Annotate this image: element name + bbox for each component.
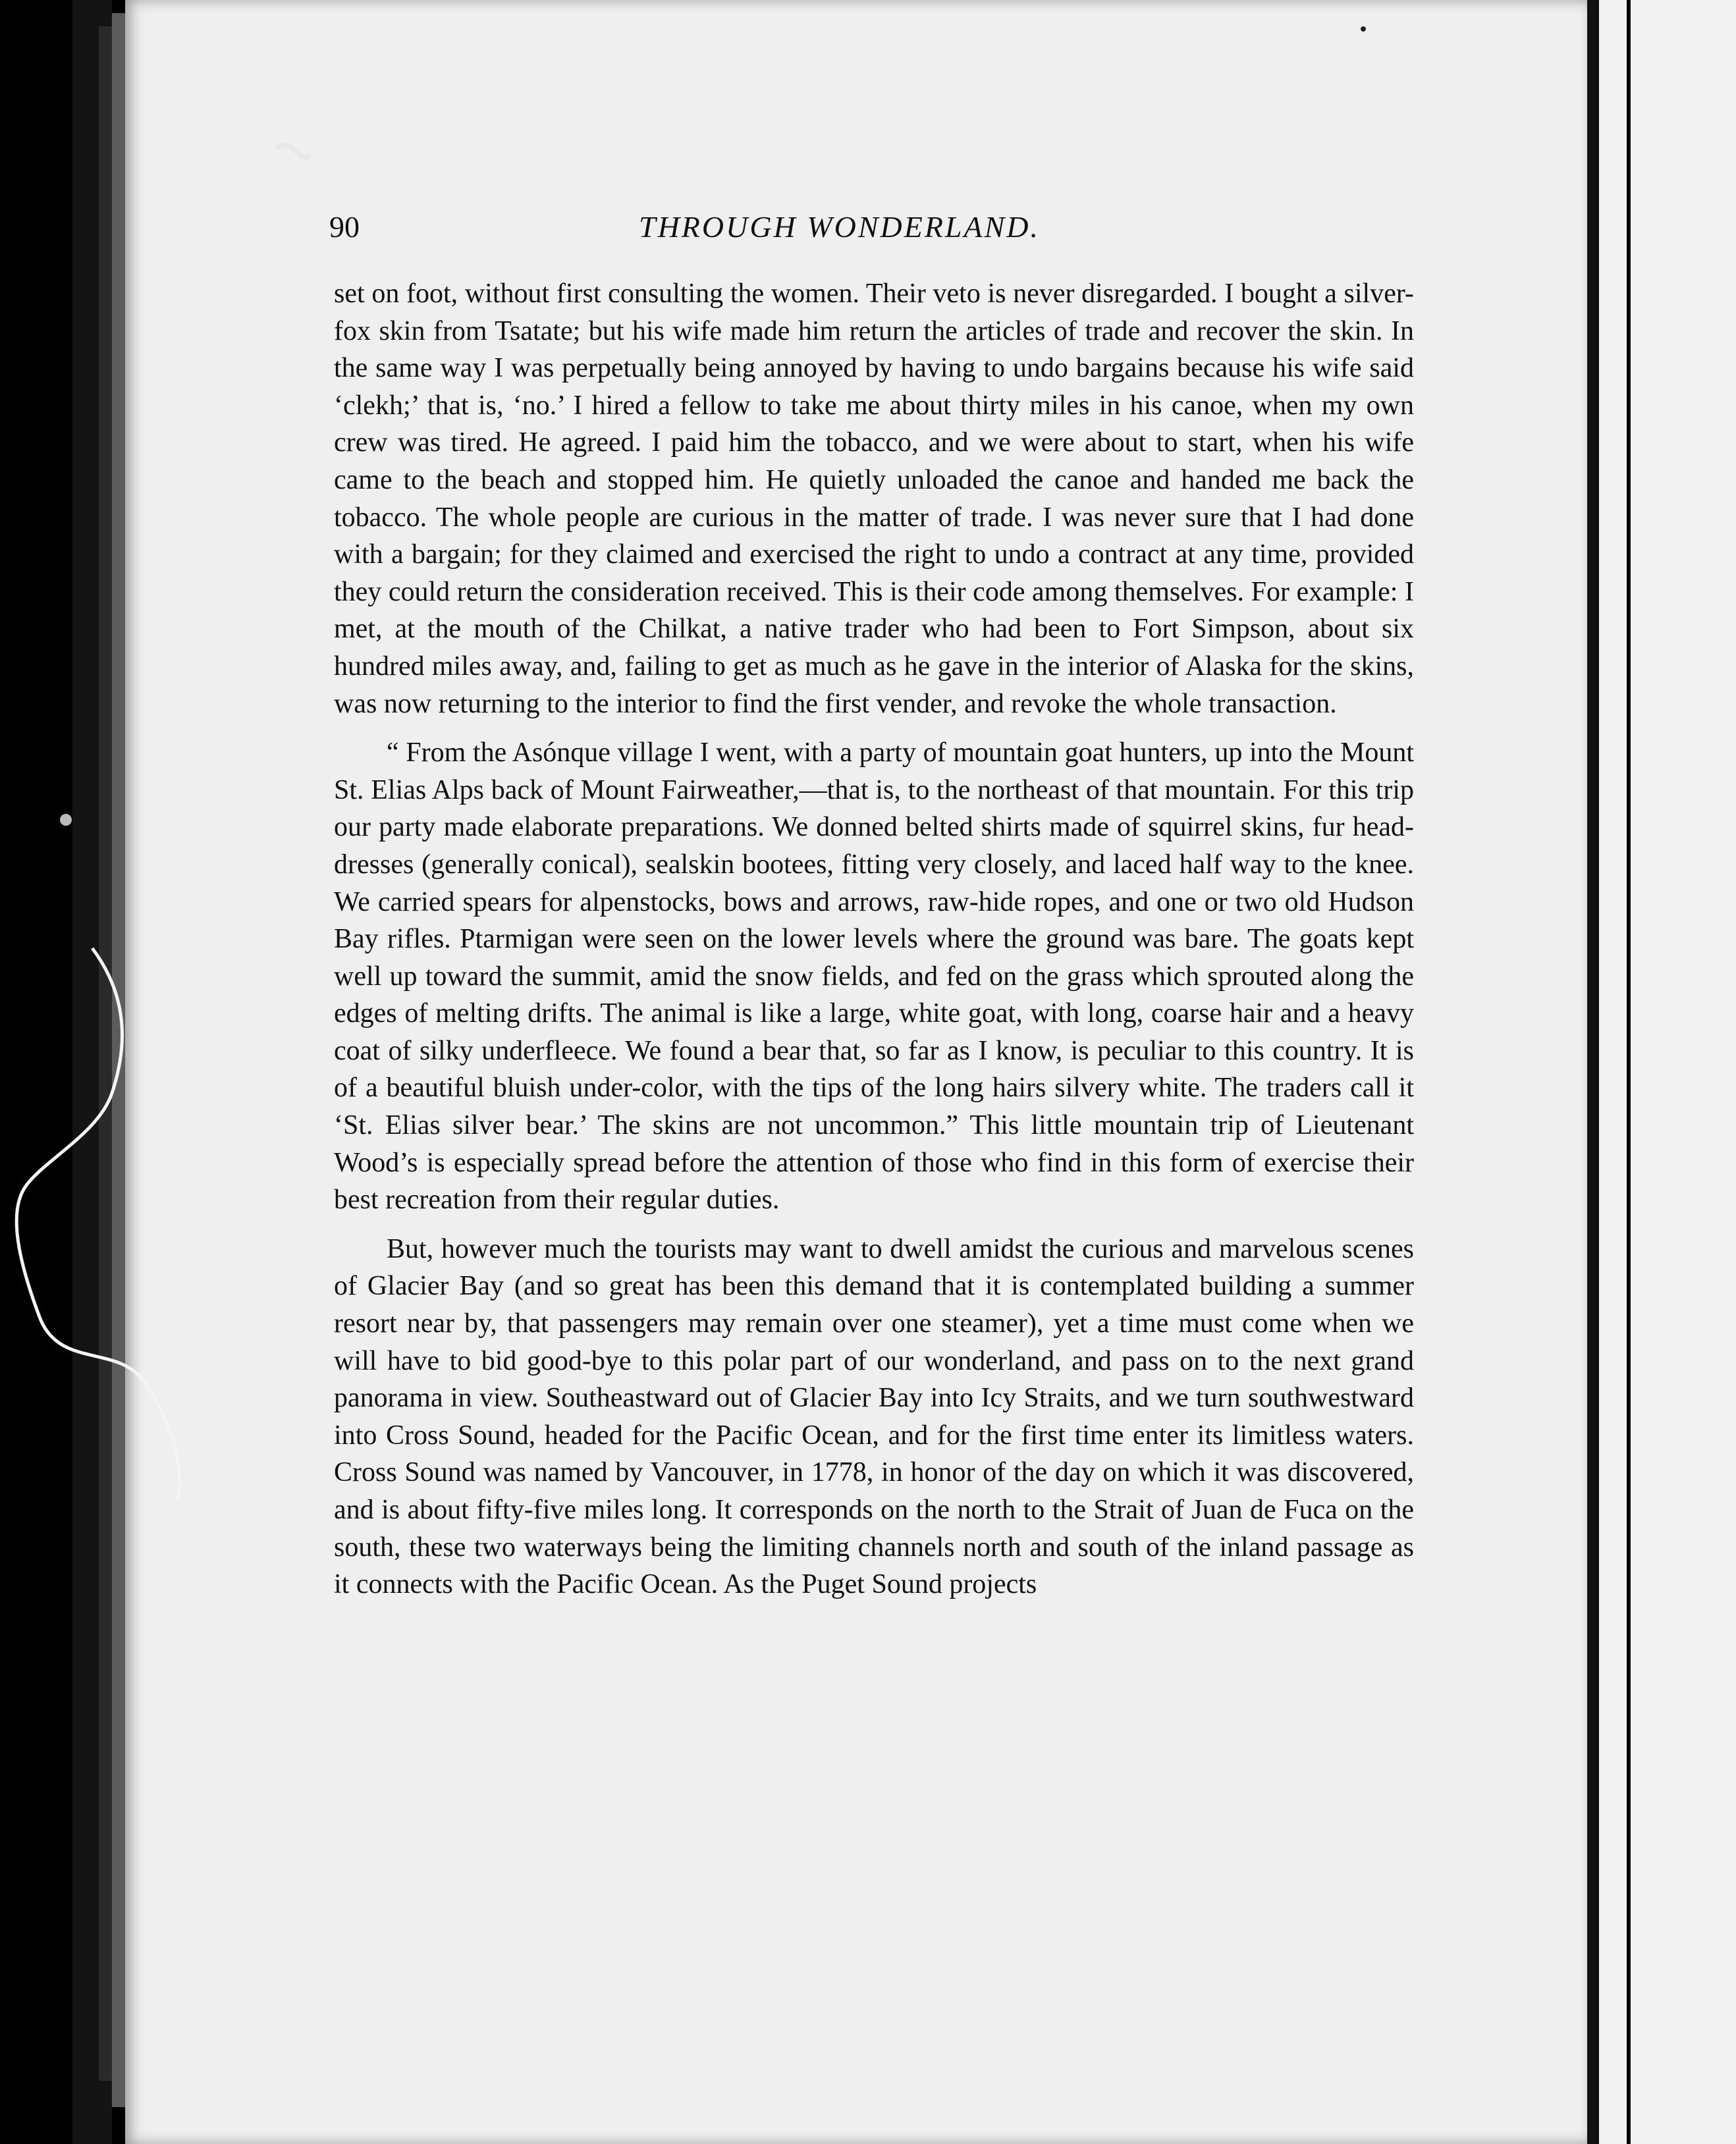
page-number: 90	[329, 210, 360, 244]
page-right-edge	[1587, 0, 1599, 2144]
adjacent-page-strip	[1599, 0, 1736, 2144]
paragraph-cross-sound: But, however much the tourists may want to dwell amidst the curious and marvelous scenes of Glacier Bay (and so great has been this demand that it is contemplated building a summer resort near by, that passengers may remain over one steamer), yet a time must come when we will have to bid good-bye to this polar part of our wonderland, and pass on to the next grand panorama in view. Southeastward out of Glacier Bay into Icy Straits, and we turn southwestward into Cross Sound, headed for the Pacific Ocean, and for the first time enter its limitless waters. Cross Sound was named by Vancouver, in 1778, in honor of the day on which it was discovered, and is about fifty-five miles long. It corresponds on the north to the Strait of Juan de Fuca on the south, these two waterways being the limiting channels north and south of the inland passage as it connects with the Pacific Ocean. As the Puget Sound projects	[334, 1233, 1414, 1600]
scan-dot	[1361, 26, 1366, 32]
adjacent-page-border	[1627, 0, 1631, 2144]
stray-thread-mark	[0, 922, 198, 1514]
paragraph-continued: set on foot, without first consulting the women. Their veto is never disregarded. I bought a silver-fox skin from Tsatate; but his wife made him return the articles of trade and recover the skin. In the same way I was perpetually being annoyed by having to undo bargains because his wife said ‘clekh;’ that is, ‘no.’ I hired a fellow to take me about thirty miles in his canoe, when my own crew was tired. He agreed. I paid him the tobacco, and we were about to start, when his wife came to the beach and stopped him. He quietly unloaded the canoe and handed me back the tobacco. The whole people are curious in the matter of trade. I was never sure that I had done with a bargain; for they claimed and exercised the right to undo a contract at any time, provided they could return the consideration received. This is their code among themselves. For example: I met, at the mouth of the Chilkat, a native trader who had been to Fort Simpson, about six hundred miles away, and, failing to get as much as he gave in the interior of Alaska for the skins, was now returning to the interior to find the first vender, and revoke the whole transaction.	[334, 279, 1414, 719]
scan-speck	[53, 810, 79, 830]
body-text	[334, 275, 1414, 1603]
running-title: THROUGH WONDERLAND.	[639, 210, 1040, 244]
paragraph-quotation: “ From the Asónque village I went, with a party of mountain goat hunters, up into the Mount St. Elias Alps back of Mount Fairweather,—that is, to the northeast of that mountain. For this trip our party made elaborate preparations. We donned belted shirts made of squirrel skins, fur head-dresses (generally conical), sealskin bootees, fitting very closely, and laced half way to the knee. We carried spears for alpenstocks, bows and arrows, raw-hide ropes, and one or two old Hudson Bay rifles. Ptarmigan were seen on the lower levels where the ground was bare. The goats kept well up toward the summit, amid the snow fields, and fed on the grass which sprouted along the edges of melting drifts. The animal is like a large, white goat, with long, coarse hair and a heavy coat of silky underfleece. We found a bear that, so far as I know, is peculiar to this country. It is of a beautiful bluish under-color, with the tips of the long hairs silvery white. The traders call it ‘St. Elias silver bear.’ The skins are not uncommon.” This little mountain trip of Lieutenant Wood’s is especially spread before the attention of those who find in this form of exercise their best recreation from their regular duties.	[334, 737, 1414, 1216]
running-head	[329, 209, 1409, 249]
scan-smudge	[273, 142, 313, 168]
